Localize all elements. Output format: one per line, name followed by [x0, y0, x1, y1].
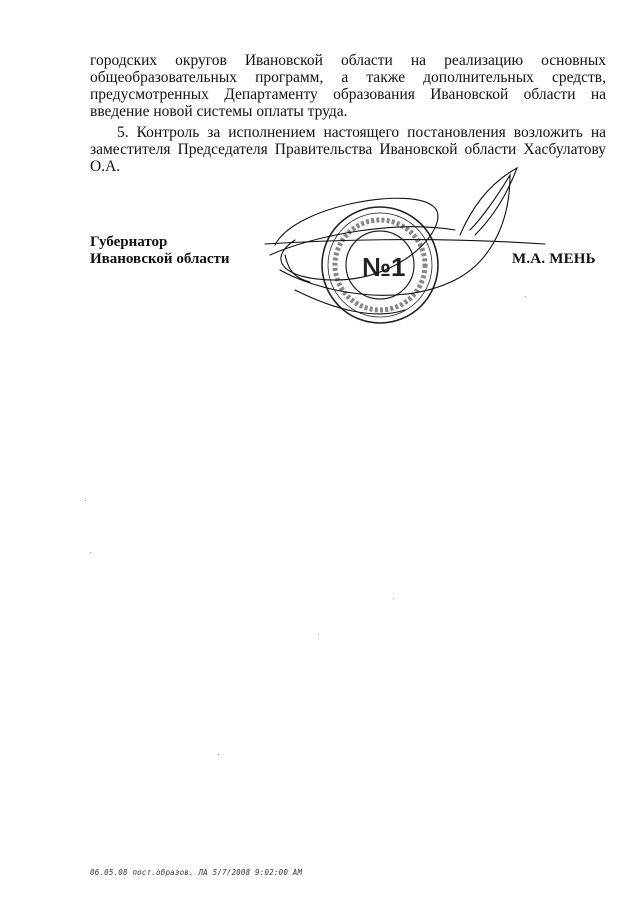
document-footer: 06.05.08 пост.образов. ЛА 5/7/2008 9:02:00 AM	[90, 868, 303, 877]
scan-speck	[85, 500, 86, 501]
scan-speck	[318, 634, 319, 635]
signatory-title-line-2: Ивановской области	[90, 251, 230, 267]
scan-speck	[90, 552, 91, 553]
scan-speck	[525, 296, 526, 297]
signer-name: М.А. МЕНЬ	[512, 251, 596, 267]
handwritten-signature	[265, 168, 545, 314]
signatory-title	[90, 234, 230, 268]
seal-number: №1	[362, 252, 406, 282]
scan-speck	[393, 598, 394, 599]
scan-speck	[218, 754, 219, 755]
seal-stamp	[322, 207, 438, 323]
signatory-title-line-1: Губернатор	[90, 234, 168, 250]
paragraph-1: городских округов Ивановской области на реализацию основных общеобразовательных программ, а также дополнительных средств, предусмотренных Департаменту образования Ивановской области на введение новой системы оплаты труда.	[90, 52, 606, 120]
stamp-and-signature	[255, 160, 555, 360]
paragraph-2: 5. Контроль за исполнением настоящего постановления возложить на заместителя Председателя Правительства Ивановской области Хасбулатову О.А.	[90, 124, 606, 175]
